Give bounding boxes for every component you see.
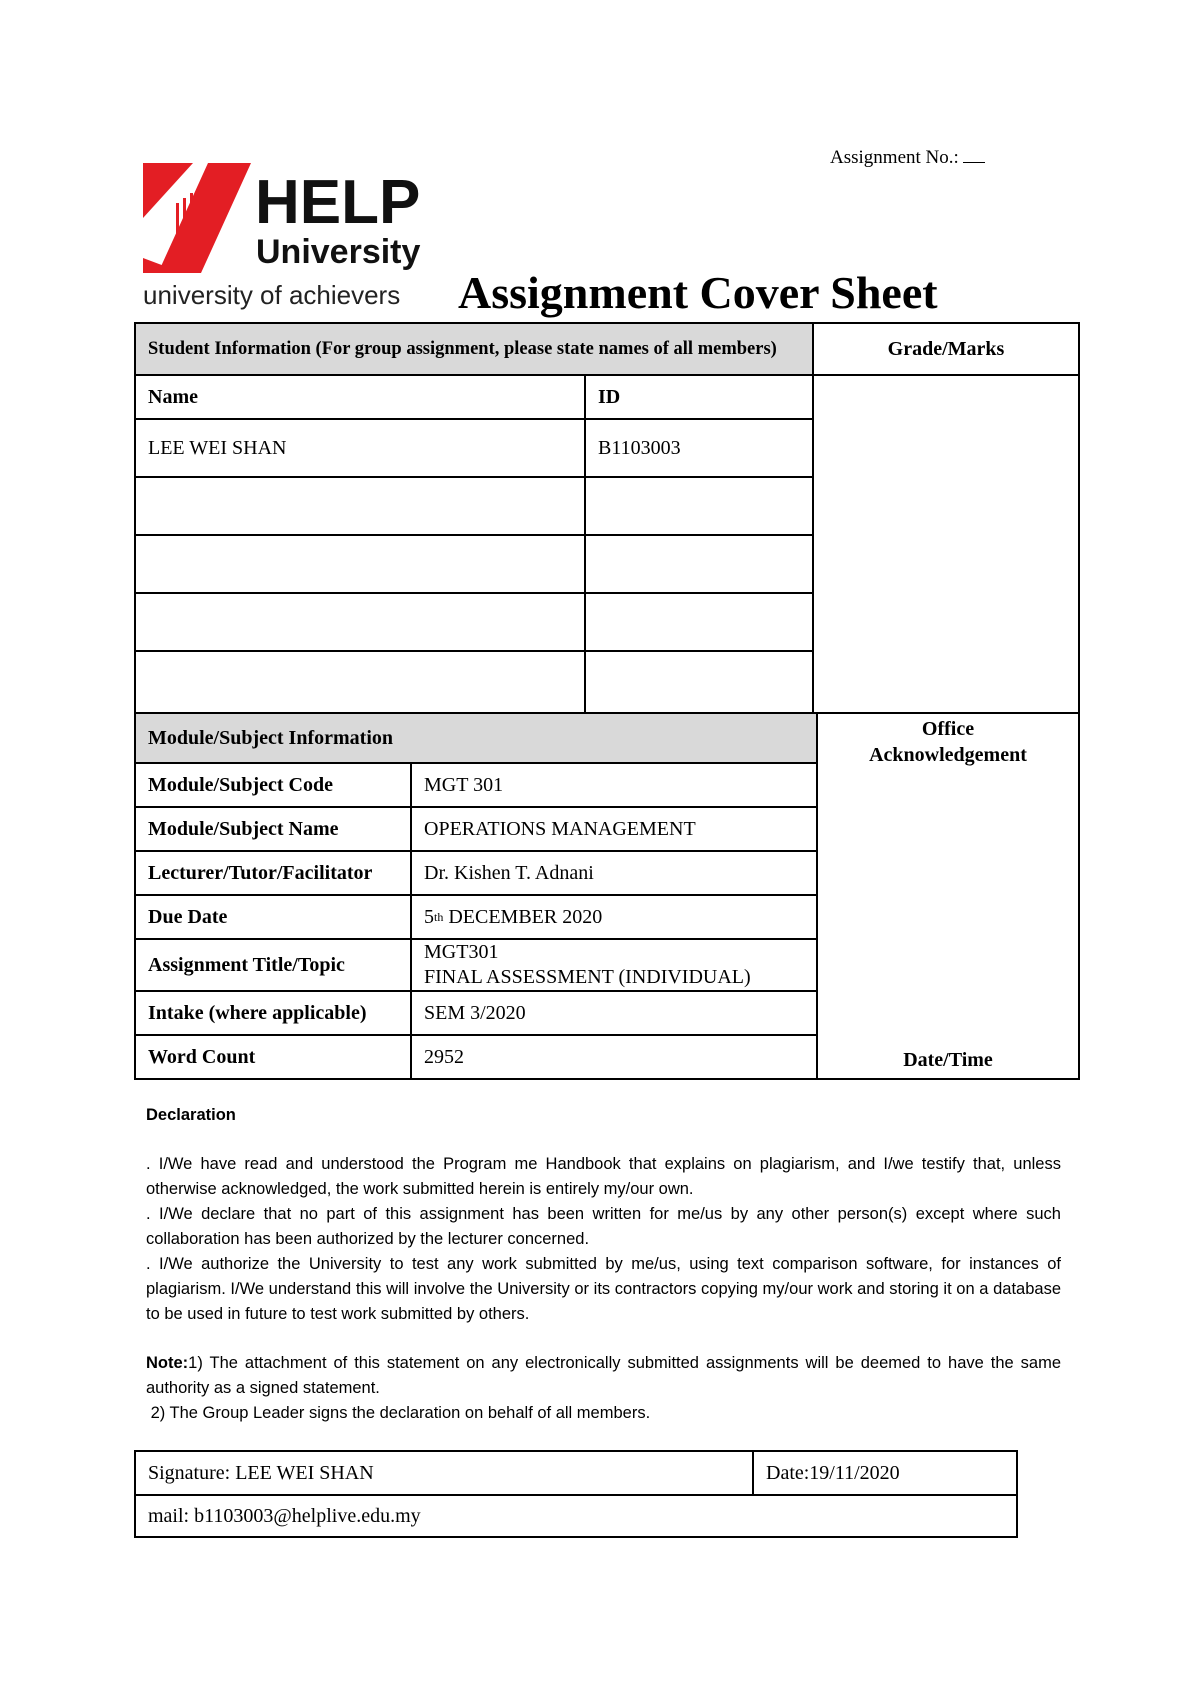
page-title: Assignment Cover Sheet [458, 267, 938, 318]
student-id-cell [584, 476, 814, 536]
logo-wordmark: HELP [255, 168, 421, 237]
student-id-cell [584, 650, 814, 714]
module-info-heading: Module/Subject Information [134, 712, 818, 764]
office-acknowledgement-box [816, 712, 1080, 1080]
declaration-paragraph: . I/We authorize the University to test any work submitted by me/us, using text comparison software, for instances of plagiarism. I/We understand this will involve the University or its contractors copying my/our work and storing it on a database to be used in future to test work submitted by others. [146, 1255, 1061, 1323]
module-code-label: Module/Subject Code [134, 762, 412, 808]
intake-value: SEM 3/2020 [410, 990, 818, 1036]
student-name-cell [134, 650, 586, 714]
word-count-label: Word Count [134, 1034, 412, 1080]
declaration-paragraph: . I/We declare that no part of this assignment has been written for me/us by any other person(s) except where such collaboration has been authorized by the lecturer concerned. [146, 1205, 1061, 1248]
student-id-cell [584, 592, 814, 652]
office-acknowledgement-heading: Office Acknowledgement [869, 718, 1027, 766]
student-name-cell [134, 476, 586, 536]
note-label: Note: [146, 1354, 189, 1372]
date-time-label: Date/Time [903, 1049, 993, 1071]
assignment-title-line2: FINAL ASSESSMENT (INDIVIDUAL) [424, 966, 751, 988]
due-date-month-year: DECEMBER 2020 [448, 905, 603, 928]
declaration-paragraph: . I/We have read and understood the Program me Handbook that explains on plagiarism, and I/we testify that, unless otherwise acknowledged, the work submitted herein is entirely my/our own. [146, 1155, 1061, 1198]
intake-label: Intake (where applicable) [134, 990, 412, 1036]
due-date-label: Due Date [134, 894, 412, 940]
student-name-cell [134, 592, 586, 652]
assignment-number [830, 146, 985, 169]
assignment-title-label: Assignment Title/Topic [134, 938, 412, 992]
logo-mark [143, 163, 251, 273]
due-date-value [410, 894, 818, 940]
module-name-label: Module/Subject Name [134, 806, 412, 852]
assignment-number-blank [963, 146, 985, 163]
signature-date-cell: Date:19/11/2020 [752, 1450, 1018, 1496]
assignment-number-label: Assignment No.: [830, 147, 959, 168]
student-id-cell: B1103003 [584, 418, 814, 478]
due-date-suffix: th [434, 909, 444, 924]
signature-cell: Signature: LEE WEI SHAN [134, 1450, 754, 1496]
lecturer-label: Lecturer/Tutor/Facilitator [134, 850, 412, 896]
name-column-header: Name [134, 374, 586, 420]
declaration-section [146, 1103, 1061, 1426]
note-1-text: 1) The attachment of this statement on any electronically submitted assignments will be deemed to have the same authority as a signed statement. [146, 1354, 1061, 1397]
email-cell: mail: b1103003@helplive.edu.my [134, 1494, 1018, 1538]
lecturer-value: Dr. Kishen T. Adnani [410, 850, 818, 896]
logo-subtitle: University [256, 233, 421, 271]
module-name-value: OPERATIONS MANAGEMENT [410, 806, 818, 852]
student-id-cell [584, 534, 814, 594]
module-code-value: MGT 301 [410, 762, 818, 808]
id-column-header: ID [584, 374, 814, 420]
logo-tagline: university of achievers [143, 280, 401, 310]
assignment-title-value [410, 938, 818, 992]
note-1 [146, 1351, 1061, 1401]
student-info-heading: Student Information (For group assignment, please state names of all members) [134, 322, 814, 376]
word-count-value: 2952 [410, 1034, 818, 1080]
assignment-title-line1: MGT301 [424, 941, 499, 963]
declaration-heading: Declaration [146, 1106, 236, 1124]
note-2: 2) The Group Leader signs the declaration on behalf of all members. [146, 1404, 651, 1422]
due-date-day: 5 [424, 905, 434, 928]
grade-marks-box [812, 374, 1080, 714]
student-name-cell [134, 534, 586, 594]
grade-marks-heading: Grade/Marks [812, 322, 1080, 376]
student-name-cell: LEE WEI SHAN [134, 418, 586, 478]
